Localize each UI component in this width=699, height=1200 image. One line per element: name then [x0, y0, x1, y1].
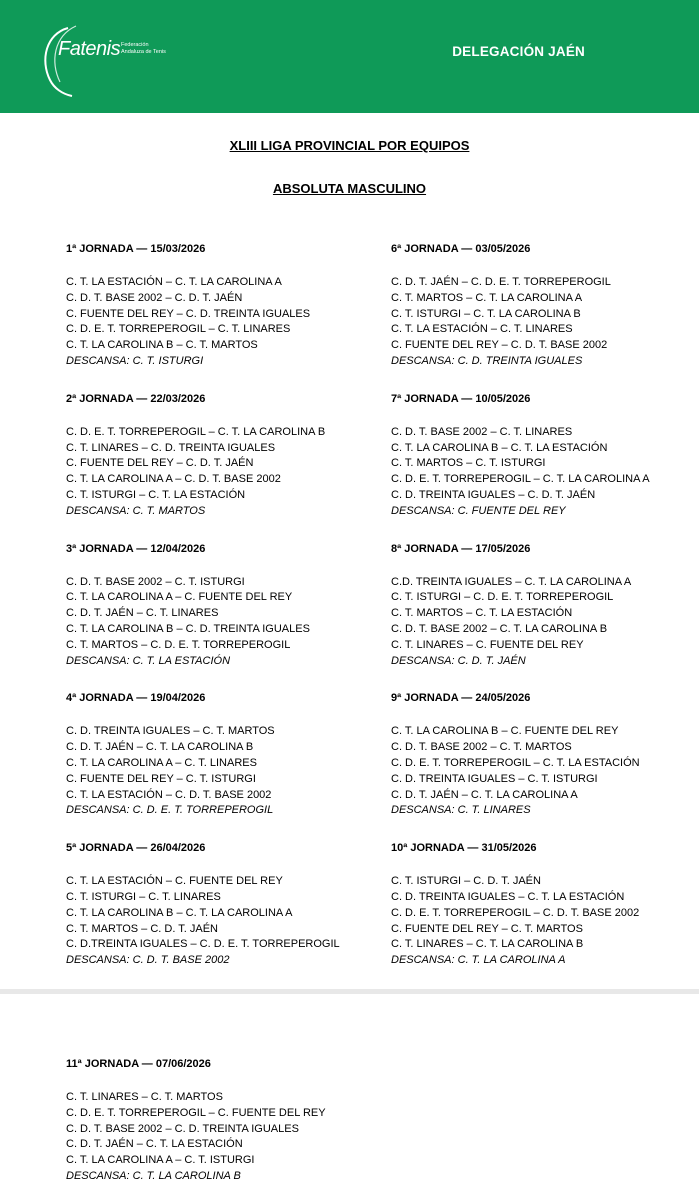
match-line: C. T. MARTOS – C. T. LA ESTACIÓN — [391, 607, 573, 620]
match-line: C. FUENTE DEL REY – C. T. MARTOS — [391, 922, 583, 935]
match-line: C. T. LA CAROLINA A – C. FUENTE DEL REY — [66, 591, 293, 604]
match-line: C. D. T. BASE 2002 – C. T. MARTOS — [391, 741, 572, 754]
match-line: C. T. LA CAROLINA A – C. T. ISTURGI — [66, 1154, 255, 1167]
match-line: C. D. TREINTA IGUALES – C. T. MARTOS — [66, 725, 275, 738]
match-line: C. T. LA ESTACIÓN – C. T. LA CAROLINA A — [66, 276, 282, 288]
match-line: C. D. T. BASE 2002 – C. T. LA CAROLINA B — [391, 622, 608, 635]
jornada-block — [66, 1057, 376, 1185]
schedule-column-bottom — [66, 1057, 376, 1185]
fatenis-logo — [38, 20, 168, 100]
match-line: C. D. E. T. TORREPEROGIL – C. T. LA ESTACIÓN — [391, 756, 640, 769]
jornada-heading: 10ª JORNADA — 31/05/2026 — [391, 842, 537, 855]
match-line: C. D.TREINTA IGUALES – C. D. E. T. TORREPEROGIL — [66, 938, 340, 951]
match-line: C. T. ISTURGI – C. T. LA ESTACIÓN — [66, 488, 246, 501]
match-line: C. T. ISTURGI – C. T. LINARES — [66, 890, 221, 903]
match-line: C.D. TREINTA IGUALES – C. T. LA CAROLINA A — [391, 575, 632, 588]
match-line: C. D. TREINTA IGUALES – C. T. LA ESTACIÓN — [391, 890, 625, 903]
rest-team: DESCANSA: C. T. MARTOS — [66, 504, 206, 517]
match-line: C. D. T. BASE 2002 – C. D. TREINTA IGUALES — [66, 1122, 299, 1135]
jornada-block — [391, 542, 699, 670]
match-line: C. T. LA CAROLINA B – C. D. TREINTA IGUALES — [66, 622, 310, 635]
match-line: C. D. E. T. TORREPEROGIL – C. T. LINARES — [66, 323, 291, 336]
jornada-block — [66, 242, 376, 370]
logo-wordmark: Fatenis — [58, 38, 121, 60]
jornada-heading: 11ª JORNADA — 07/06/2026 — [66, 1058, 211, 1070]
page-divider — [0, 989, 699, 994]
jornada-heading: 5ª JORNADA — 26/04/2026 — [66, 842, 206, 855]
match-line: C. FUENTE DEL REY – C. D. T. BASE 2002 — [391, 339, 608, 352]
match-line: C. T. LA CAROLINA A – C. D. T. BASE 2002 — [66, 473, 281, 486]
match-line: C. T. ISTURGI – C. D. T. JAÉN — [391, 875, 541, 888]
rest-team: DESCANSA: C. T. LA CAROLINA A — [391, 954, 566, 967]
jornada-block — [391, 691, 699, 819]
jornada-block — [391, 392, 699, 520]
match-line: C. D. T. BASE 2002 – C. T. LINARES — [391, 425, 573, 438]
match-line: C. T. LA CAROLINA B – C. FUENTE DEL REY — [391, 725, 619, 738]
match-line: C. T. ISTURGI – C. D. E. T. TORREPEROGIL — [391, 591, 614, 604]
jornada-block — [66, 542, 376, 670]
match-line: C. T. LA CAROLINA B – C. T. LA ESTACIÓN — [391, 441, 608, 454]
match-line: C. T. LA ESTACIÓN – C. T. LINARES — [391, 323, 573, 336]
rest-team: DESCANSA: C. T. LA CAROLINA B — [66, 1169, 241, 1182]
match-line: C. D. E. T. TORREPEROGIL – C. FUENTE DEL REY — [66, 1106, 326, 1119]
jornada-heading: 7ª JORNADA — 10/05/2026 — [391, 392, 531, 405]
rest-team: DESCANSA: C. D. TREINTA IGUALES — [391, 354, 583, 367]
rest-team: DESCANSA: C. T. LA ESTACIÓN — [66, 654, 231, 667]
jornada-heading: 3ª JORNADA — 12/04/2026 — [66, 542, 206, 555]
jornada-block — [66, 392, 376, 520]
jornada-block — [391, 242, 699, 370]
match-line: C. D. E. T. TORREPEROGIL – C. T. LA CAROLINA B — [66, 425, 326, 438]
jornada-block — [66, 691, 376, 819]
page-subtitle: ABSOLUTA MASCULINO — [272, 181, 427, 196]
rest-team: DESCANSA: C. T. ISTURGI — [66, 354, 204, 367]
rest-team: DESCANSA: C. D. E. T. TORREPEROGIL — [66, 804, 274, 817]
match-line: C. T. MARTOS – C. T. LA CAROLINA A — [391, 291, 583, 304]
match-line: C. T. MARTOS – C. T. ISTURGI — [391, 457, 546, 470]
match-line: C. D. T. JAÉN – C. T. LA CAROLINA B — [66, 741, 254, 754]
match-line: C. FUENTE DEL REY – C. D. TREINTA IGUALES — [66, 307, 311, 320]
jornada-heading: 1ª JORNADA — 15/03/2026 — [66, 243, 206, 255]
match-line: C. D. T. JAÉN – C. D. E. T. TORREPEROGIL — [391, 276, 611, 288]
logo-subtitle: Federación Andaluza de Tenis — [121, 42, 166, 55]
jornada-block — [66, 841, 376, 969]
match-line: C. T. LINARES – C. FUENTE DEL REY — [391, 638, 584, 651]
match-line: C. FUENTE DEL REY – C. D. T. JAÉN — [66, 457, 254, 470]
jornada-heading: 4ª JORNADA — 19/04/2026 — [66, 692, 206, 705]
match-line: C. T. LINARES – C. D. TREINTA IGUALES — [66, 441, 276, 454]
rest-team: DESCANSA: C. D. T. JAÉN — [391, 654, 526, 667]
match-line: C. FUENTE DEL REY – C. T. ISTURGI — [66, 772, 256, 785]
match-line: C. D. T. JAÉN – C. T. LA ESTACIÓN — [66, 1138, 243, 1151]
match-line: C. T. LA ESTACIÓN – C. D. T. BASE 2002 — [66, 788, 272, 801]
schedule-column-right — [391, 242, 699, 969]
match-line: C. D. T. JAÉN – C. T. LA CAROLINA A — [391, 788, 578, 801]
jornada-heading: 8ª JORNADA — 17/05/2026 — [391, 542, 531, 555]
match-line: C. T. MARTOS – C. D. E. T. TORREPEROGIL — [66, 638, 291, 651]
match-line: C. T. ISTURGI – C. T. LA CAROLINA B — [391, 307, 581, 320]
match-line: C. T. MARTOS – C. D. T. JAÉN — [66, 922, 219, 935]
match-line: C. D. T. BASE 2002 – C. D. T. JAÉN — [66, 291, 243, 304]
match-line: C. T. LINARES – C. T. LA CAROLINA B — [391, 938, 584, 951]
match-line: C. T. LA ESTACIÓN – C. FUENTE DEL REY — [66, 875, 283, 888]
match-line: C. D. TREINTA IGUALES – C. D. T. JAÉN — [391, 488, 596, 501]
match-line: C. T. LA CAROLINA B – C. T. MARTOS — [66, 339, 258, 352]
schedule-column-left — [66, 242, 376, 969]
match-line: C. T. LA CAROLINA B – C. T. LA CAROLINA A — [66, 906, 293, 919]
page-title: XLIII LIGA PROVINCIAL POR EQUIPOS — [229, 138, 470, 153]
delegation-label: DELEGACIÓN JAÉN — [452, 44, 585, 59]
match-line: C. D. E. T. TORREPEROGIL – C. D. T. BASE 2002 — [391, 906, 640, 919]
match-line: C. D. T. BASE 2002 – C. T. ISTURGI — [66, 575, 245, 588]
jornada-heading: 9ª JORNADA — 24/05/2026 — [391, 692, 531, 705]
rest-team: DESCANSA: C. D. T. BASE 2002 — [66, 954, 230, 967]
match-line: C. D. E. T. TORREPEROGIL – C. T. LA CAROLINA A — [391, 473, 650, 486]
jornada-heading: 6ª JORNADA — 03/05/2026 — [391, 243, 531, 255]
rest-team: DESCANSA: C. FUENTE DEL REY — [391, 504, 566, 517]
jornada-heading: 2ª JORNADA — 22/03/2026 — [66, 392, 206, 405]
rest-team: DESCANSA: C. T. LINARES — [391, 804, 531, 817]
match-line: C. D. TREINTA IGUALES – C. T. ISTURGI — [391, 772, 598, 785]
match-line: C. T. LA CAROLINA A – C. T. LINARES — [66, 756, 257, 769]
match-line: C. T. LINARES – C. T. MARTOS — [66, 1091, 223, 1103]
match-line: C. D. T. JAÉN – C. T. LINARES — [66, 607, 219, 620]
header-banner — [0, 0, 699, 113]
jornada-block — [391, 841, 699, 969]
